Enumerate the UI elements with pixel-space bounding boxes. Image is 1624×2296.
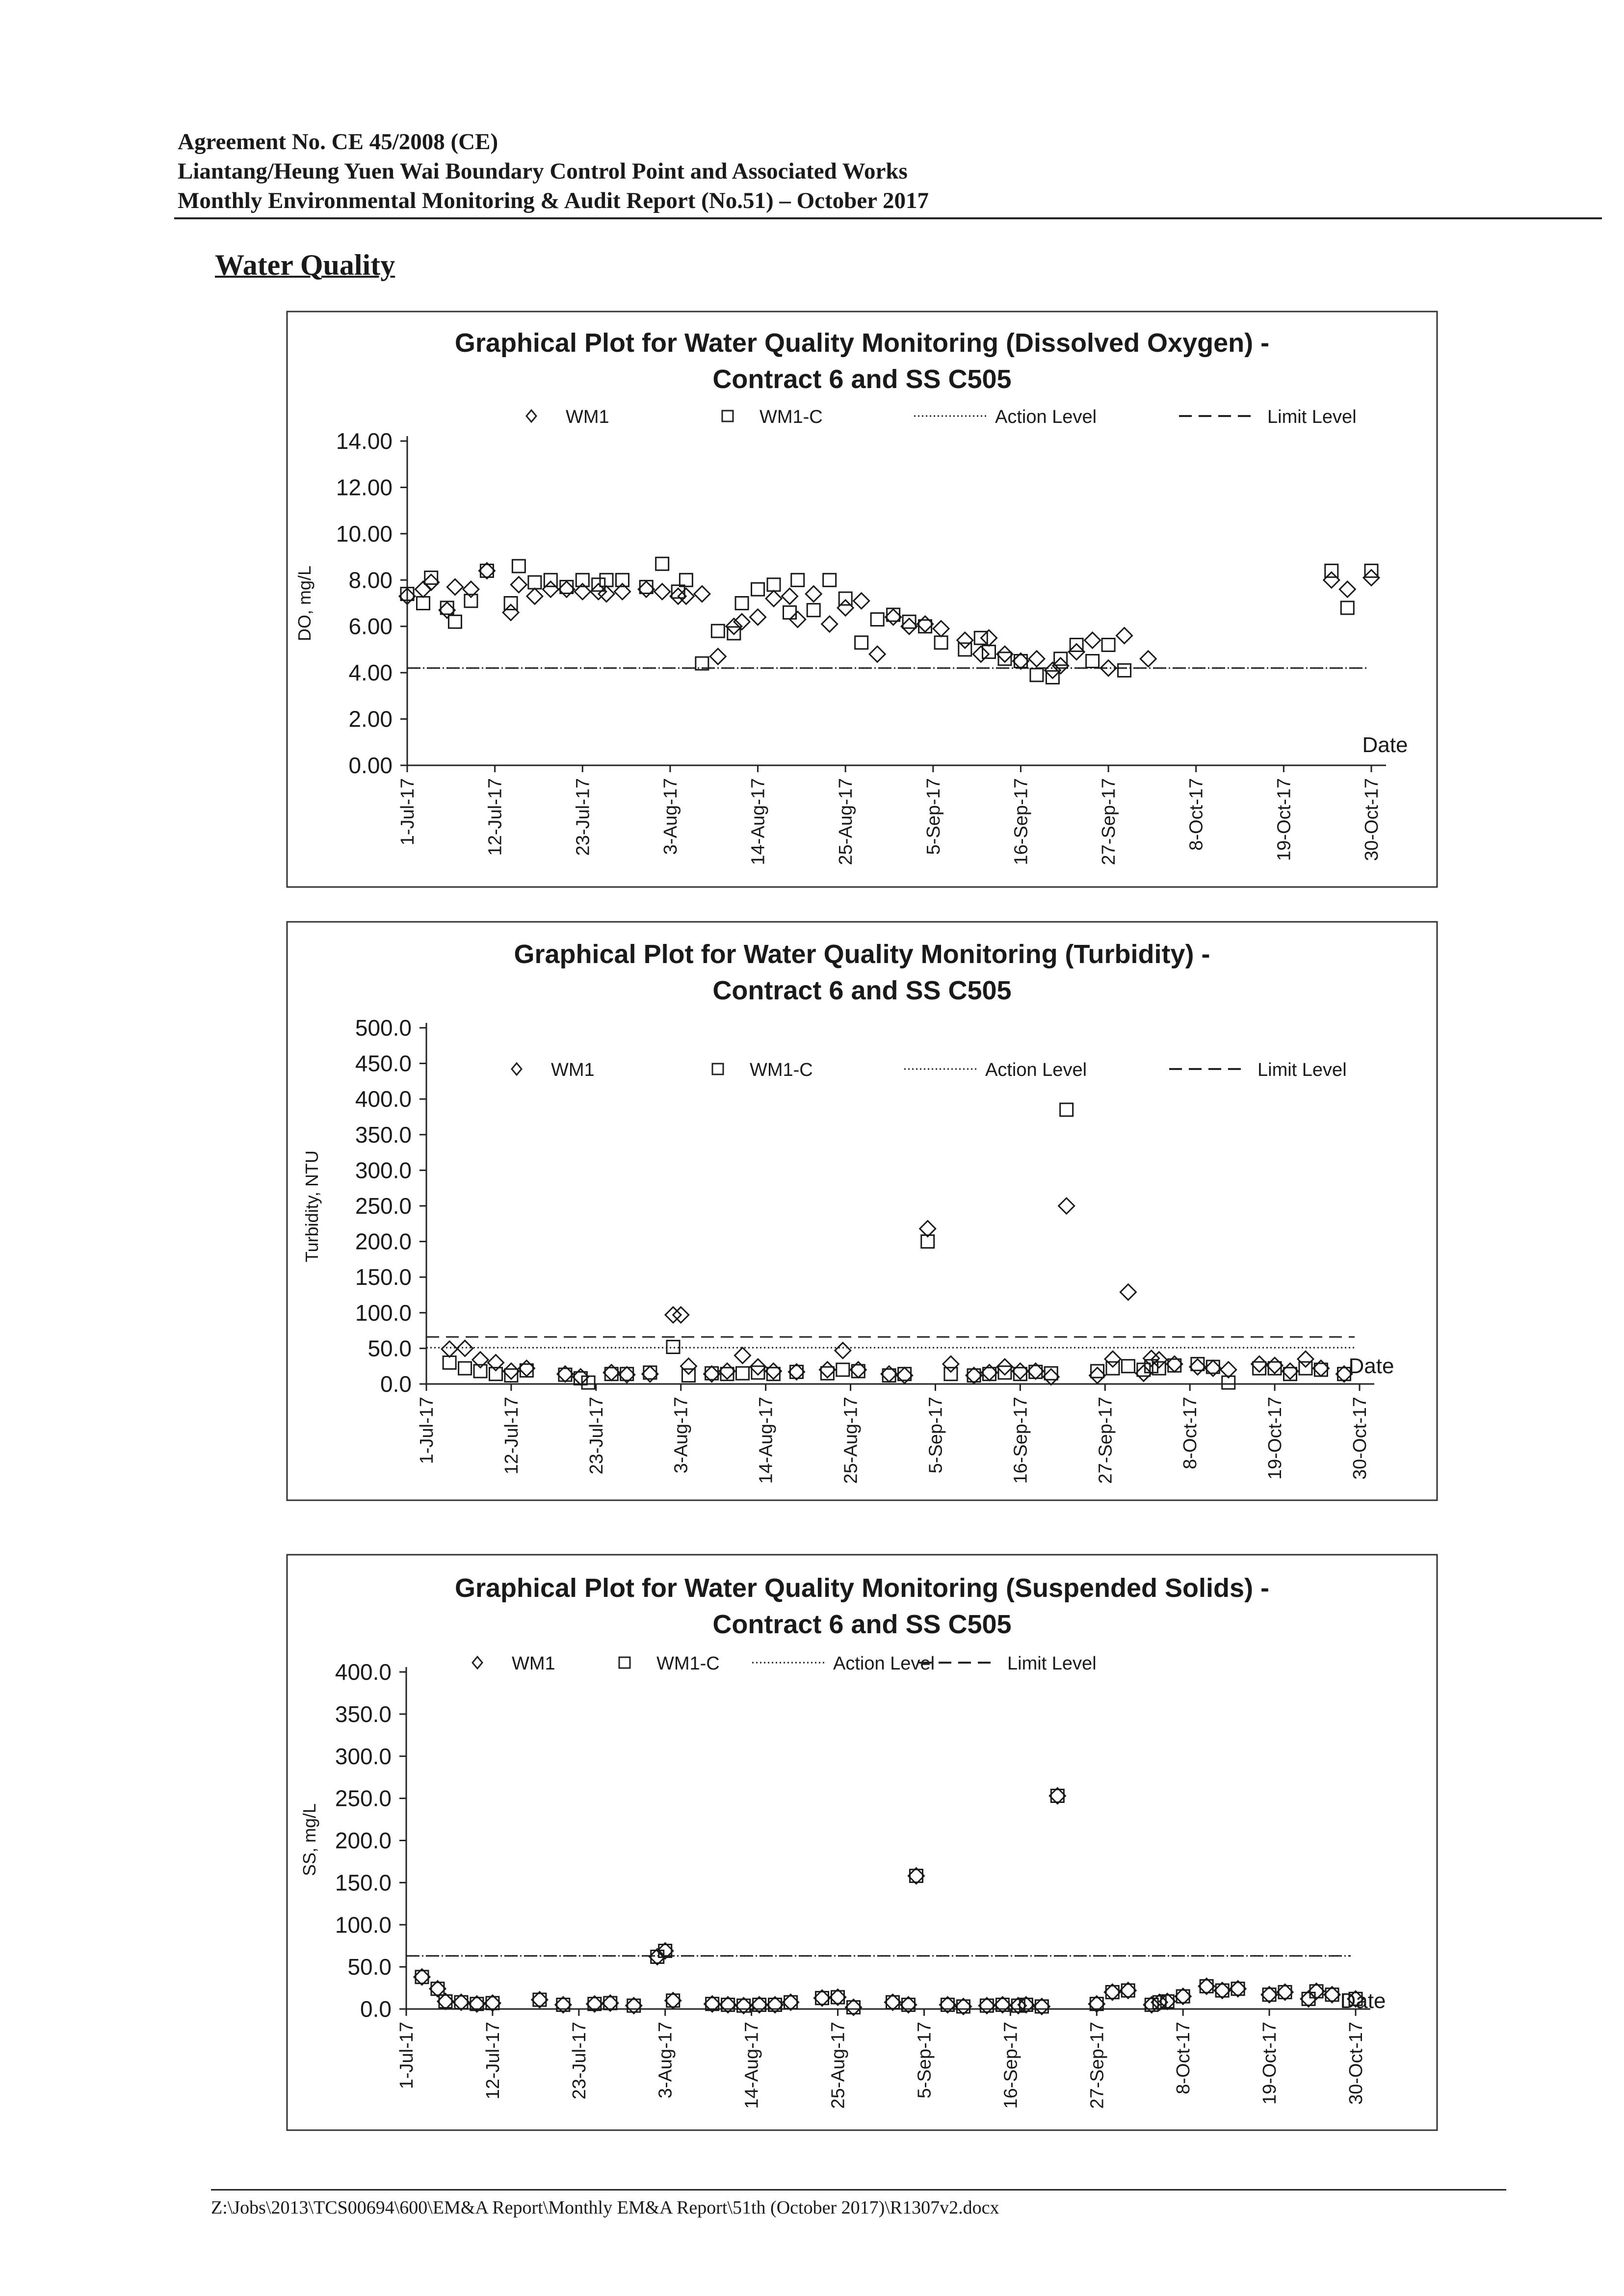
x-tick-label: 14-Aug-17	[748, 778, 769, 865]
x-tick-label: 3-Aug-17	[660, 778, 681, 855]
x-tick-label: 5-Sep-17	[914, 2022, 935, 2099]
legend-label-action: Action Level	[995, 407, 1097, 427]
chart-title: Graphical Plot for Water Quality Monitoring (Dissolved Oxygen) -	[454, 328, 1270, 358]
y-tick-label: 10.00	[336, 521, 393, 547]
y-tick-label: 100.0	[335, 1912, 392, 1938]
legend-marker-wm1c	[722, 411, 733, 421]
chart-title: Graphical Plot for Water Quality Monitoring (Suspended Solids) -	[454, 1573, 1270, 1603]
x-tick-label: 1-Jul-17	[396, 2022, 417, 2089]
footer-rule	[211, 2189, 1506, 2191]
x-tick-label: 5-Sep-17	[923, 778, 944, 855]
y-tick-label: 50.0	[347, 1954, 392, 1980]
y-tick-label: 8.00	[348, 567, 393, 593]
section-title: Water Quality	[215, 249, 395, 281]
y-tick-label: 350.0	[355, 1122, 412, 1148]
chart-turbidity	[286, 921, 1438, 1501]
legend-label-wm1: WM1	[551, 1060, 595, 1080]
x-tick-label: 25-Aug-17	[840, 1397, 862, 1484]
x-tick-label: 14-Aug-17	[741, 2022, 762, 2109]
x-tick-label: 12-Jul-17	[501, 1397, 522, 1475]
x-tick-label: 30-Oct-17	[1346, 2022, 1366, 2105]
chart-frame	[287, 312, 1437, 887]
legend-label-action: Action Level	[833, 1653, 935, 1674]
y-tick-label: 100.0	[355, 1300, 412, 1326]
y-tick-label: 6.00	[348, 613, 393, 639]
y-tick-label: 400.0	[355, 1086, 412, 1112]
y-tick-label: 50.0	[367, 1335, 412, 1361]
legend-label-wm1c: WM1-C	[760, 407, 823, 427]
x-tick-label: 12-Jul-17	[485, 778, 506, 856]
legend-label-limit: Limit Level	[1267, 407, 1357, 427]
x-axis-title: Date	[1348, 1354, 1394, 1378]
footer-file-path: Z:\Jobs\2013\TCS00694\600\EM&A Report\Monthly EM&A Report\51th (October 2017)\R1307v2.docx	[211, 2197, 999, 2218]
x-tick-label: 1-Jul-17	[417, 1397, 437, 1464]
x-tick-label: 12-Jul-17	[482, 2022, 503, 2100]
legend-label-limit: Limit Level	[1007, 1653, 1097, 1674]
y-tick-label: 2.00	[348, 706, 393, 732]
y-axis-title: Turbidity, NTU	[302, 1150, 322, 1263]
y-tick-label: 250.0	[335, 1785, 392, 1811]
header-rule	[174, 217, 1602, 219]
y-tick-label: 250.0	[355, 1193, 412, 1219]
x-tick-label: 8-Oct-17	[1180, 1397, 1201, 1469]
x-axis-title: Date	[1340, 1989, 1386, 2013]
x-tick-label: 27-Sep-17	[1087, 2022, 1108, 2109]
chart-subtitle: Contract 6 and SS C505	[712, 365, 1012, 394]
x-tick-label: 23-Jul-17	[569, 2022, 590, 2100]
y-tick-label: 350.0	[335, 1701, 392, 1727]
x-tick-label: 19-Oct-17	[1274, 778, 1295, 861]
x-tick-label: 3-Aug-17	[655, 2022, 676, 2099]
x-tick-label: 5-Sep-17	[925, 1397, 946, 1474]
x-tick-label: 25-Aug-17	[828, 2022, 849, 2109]
x-tick-label: 16-Sep-17	[1000, 2022, 1022, 2109]
y-tick-label: 4.00	[348, 660, 393, 686]
x-tick-label: 8-Oct-17	[1173, 2022, 1194, 2094]
legend-label-action: Action Level	[985, 1060, 1087, 1080]
chart-subtitle: Contract 6 and SS C505	[712, 976, 1012, 1005]
x-tick-label: 16-Sep-17	[1011, 778, 1032, 865]
chart-dissolved-oxygen	[286, 311, 1438, 888]
x-tick-label: 1-Jul-17	[397, 778, 418, 846]
chart-title: Graphical Plot for Water Quality Monitoring (Turbidity) -	[514, 939, 1210, 969]
header-project: Liantang/Heung Yuen Wai Boundary Control Point and Associated Works	[178, 158, 908, 184]
x-tick-label: 8-Oct-17	[1186, 778, 1207, 851]
x-tick-label: 30-Oct-17	[1362, 778, 1382, 861]
x-tick-label: 27-Sep-17	[1095, 1397, 1116, 1484]
legend-marker-wm1c	[712, 1064, 723, 1074]
y-tick-label: 0.0	[380, 1371, 412, 1397]
legend-label-wm1: WM1	[512, 1653, 555, 1674]
chart-suspended-solids	[286, 1554, 1438, 2131]
x-tick-label: 23-Jul-17	[586, 1397, 607, 1475]
y-tick-label: 12.00	[336, 474, 393, 500]
y-axis-title: SS, mg/L	[299, 1803, 319, 1877]
x-tick-label: 19-Oct-17	[1259, 2022, 1281, 2105]
y-tick-label: 300.0	[335, 1743, 392, 1769]
x-tick-label: 23-Jul-17	[573, 778, 594, 856]
y-tick-label: 200.0	[335, 1827, 392, 1853]
header-agreement: Agreement No. CE 45/2008 (CE)	[178, 129, 498, 155]
header-report: Monthly Environmental Monitoring & Audit Report (No.51) – October 2017	[178, 188, 929, 213]
y-tick-label: 200.0	[355, 1228, 412, 1254]
legend-marker-wm1c	[619, 1657, 630, 1668]
y-tick-label: 0.0	[360, 1996, 392, 2022]
x-tick-label: 27-Sep-17	[1099, 778, 1120, 865]
y-tick-label: 500.0	[355, 1015, 412, 1041]
y-axis-title: DO, mg/L	[294, 565, 314, 642]
y-tick-label: 300.0	[355, 1157, 412, 1183]
x-tick-label: 19-Oct-17	[1265, 1397, 1286, 1480]
x-tick-label: 30-Oct-17	[1350, 1397, 1370, 1480]
legend-label-limit: Limit Level	[1257, 1060, 1347, 1080]
y-tick-label: 0.00	[348, 753, 393, 778]
legend-label-wm1c: WM1-C	[750, 1060, 813, 1080]
x-tick-label: 14-Aug-17	[756, 1397, 777, 1484]
y-tick-label: 150.0	[335, 1870, 392, 1896]
legend-label-wm1: WM1	[566, 407, 609, 427]
x-tick-label: 25-Aug-17	[836, 778, 857, 865]
y-tick-label: 400.0	[335, 1659, 392, 1685]
y-tick-label: 14.00	[336, 428, 393, 454]
y-tick-label: 150.0	[355, 1264, 412, 1290]
legend-label-wm1c: WM1-C	[656, 1653, 720, 1674]
x-tick-label: 3-Aug-17	[671, 1397, 692, 1474]
y-tick-label: 450.0	[355, 1050, 412, 1076]
chart-subtitle: Contract 6 and SS C505	[712, 1610, 1012, 1639]
x-axis-title: Date	[1362, 733, 1408, 757]
x-tick-label: 16-Sep-17	[1010, 1397, 1031, 1484]
